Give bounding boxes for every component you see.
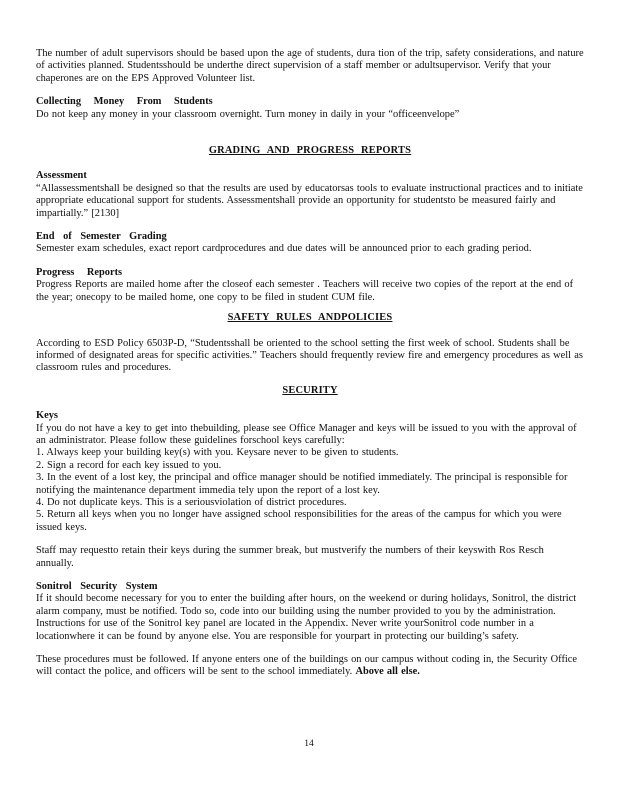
collecting-money-paragraph: Do not keep any money in your classroom overnight. Turn money in daily in your “officeenvelope” bbox=[36, 108, 460, 120]
procedures-emphasis: Above all else. bbox=[355, 666, 420, 678]
end-semester-heading: End of Semester Grading bbox=[36, 231, 167, 243]
procedures-paragraph bbox=[36, 654, 584, 679]
list-item: 2. Sign a record for each key issued to you. bbox=[36, 459, 222, 471]
page-number: 14 bbox=[304, 739, 314, 749]
progress-reports-heading: Progress Reports bbox=[36, 266, 123, 278]
assessment-section bbox=[36, 170, 584, 220]
keys-guidelines-list bbox=[36, 447, 584, 534]
grading-section-title: GRADING AND PROGRESS REPORTS bbox=[208, 145, 412, 157]
safety-section-title: SAFETY RULES ANDPOLICIES bbox=[227, 312, 393, 324]
keys-heading: Keys bbox=[36, 410, 58, 422]
keys-intro-paragraph: If you do not have a key to get into thebuilding, please see Office Manager and keys will be issued to you with the approval of an administrator. Please follow these guidelines forschool keys carefully: bbox=[36, 422, 577, 446]
sonitrol-section bbox=[36, 581, 584, 643]
procedures-section bbox=[36, 654, 584, 679]
sonitrol-paragraph: If it should become necessary for you to enter the building after hours, on the weekend or during holidays, Sonitrol, the district alarm company, must be notified. Todo so, code into our building using the number provided to you by the administration. Instructions for use of the Sonitrol key panel are located in the Appendix. Never write yourSonitrol code number in a locationwhere it can be found by anyone else. You are responsible for yourpart in protecting our building’s safety. bbox=[36, 593, 577, 642]
assessment-paragraph: “Allassessmentshall be designed so that the results are used by educatorsas tools to evaluate instructional practices and to initiate appropriate educational support for students. Assessmentshall provide an opportunity for studentsto be measured fairly and impartially.” [2130] bbox=[36, 182, 583, 219]
supervision-paragraph: The number of adult supervisors should be based upon the age of students, dura tion of the trip, safety considerations, and nature of activities planned. Studentsshould be underthe direct supervision of a staff member or adultsupervisor. Verify that your chaperones are on the EPS Approved Volunteer list. bbox=[36, 48, 584, 84]
list-item: 5. Return all keys when you no longer have assigned school responsibilities for the areas of the campus for which you were issued keys. bbox=[36, 509, 562, 533]
security-section-title: SECURITY bbox=[282, 384, 338, 396]
collecting-money-section bbox=[36, 96, 584, 121]
keys-section bbox=[36, 410, 584, 534]
document-page bbox=[36, 48, 584, 690]
summer-keys-paragraph: Staff may requestto retain their keys during the summer break, but mustverify the numbers of their keyswith Ros Resch annually. bbox=[36, 545, 544, 569]
summer-keys-section bbox=[36, 545, 584, 570]
list-item: 3. In the event of a lost key, the principal and office manager should be notified immediately. The principal is responsible for notifying the maintenance department immedia tely upon the report of a lost key. bbox=[36, 472, 568, 496]
progress-reports-paragraph: Progress Reports are mailed home after the closeof each semester . Teachers will receive two copies of the report at the end of the year; onecopy to be mailed home, one copy to be filed in student CUM file. bbox=[36, 279, 574, 303]
list-item: 4. Do not duplicate keys. This is a seriousviolation of district procedures. bbox=[36, 496, 347, 508]
end-semester-section bbox=[36, 231, 584, 256]
list-item: 1. Always keep your building key(s) with you. Keysare never to be given to students. bbox=[36, 447, 399, 459]
collecting-money-heading: Collecting Money From Students bbox=[36, 96, 213, 108]
sonitrol-heading: Sonitrol Security System bbox=[36, 581, 158, 592]
progress-reports-section bbox=[36, 267, 584, 304]
end-semester-paragraph: Semester exam schedules, exact report cardprocedures and due dates will be announced prior to each grading period. bbox=[36, 243, 532, 255]
procedures-text: These procedures must be followed. If anyone enters one of the buildings on our campus without coding in, the Security Office will contact the police, and officers will be sent to the school immediately. bbox=[36, 654, 578, 678]
safety-section bbox=[36, 338, 584, 375]
safety-paragraph: According to ESD Policy 6503P-D, “Studentsshall be oriented to the school setting the first week of school. Students shall be informed of designated areas for specific activities.” Teachers should frequently review fire and emergency procedures as well as classroom rules and procedures. bbox=[36, 337, 583, 374]
assessment-heading: Assessment bbox=[36, 170, 87, 182]
supervision-section bbox=[36, 48, 584, 85]
